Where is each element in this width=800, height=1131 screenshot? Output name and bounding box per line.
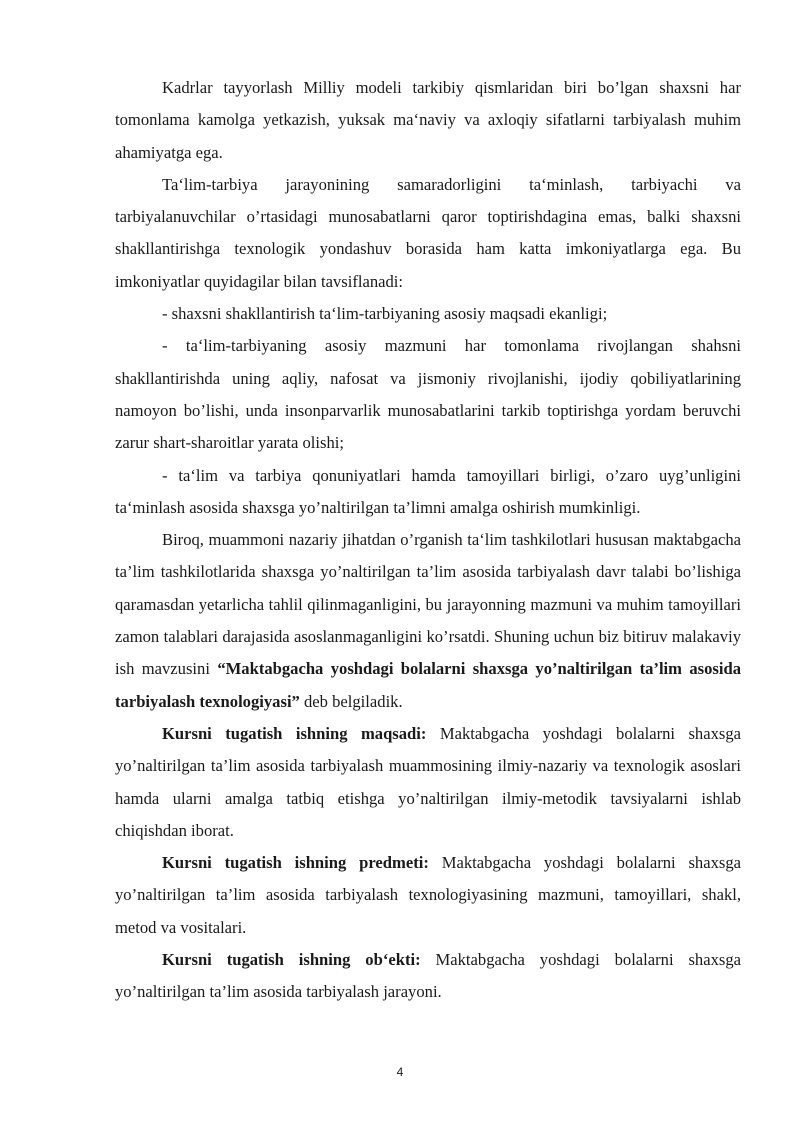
obekti-heading: Kursni tugatish ishning obʻekti:: [162, 950, 421, 970]
list-item-qonuniyatlar: - taʻlim va tarbiya qonuniyatlari hamda tamoyillari birligi, o’zaro uyg’unligini taʻminlash asosida shaxsga yo’naltirilgan ta’limni amalga oshirish mumkinligi.: [115, 465, 741, 517]
maqsadi-heading: Kursni tugatish ishning maqsadi:: [162, 723, 427, 743]
predmeti-text: Maktabgacha yoshdagi bolalarni shaxsga yo’naltirilgan ta’lim asosida tarbiyalash texnologiyasining mazmuni, tamoyillari, shakl, metod va vositalari.: [115, 853, 742, 937]
list-item-asosiy-mazmuni: - taʻlim-tarbiyaning asosiy mazmuni har tomonlama rivojlangan shahsni shakllantirishda uning aqliy, nafosat va jismoniy rivojlanishi, ijodiy qobiliyatlarining namoyon bo’lishi, unda insonparvarlik munosabatlarini tarkib toptirishga yordam beruvchi zarur shart-sharoitlar yarata olishi;: [115, 336, 741, 453]
paragraph-maqsadi: [115, 718, 741, 847]
predmeti-heading: Kursni tugatish ishning predmeti:: [162, 853, 429, 873]
list-item-shaxsni-shakllantirish: - shaxsni shakllantirish taʻlim-tarbiyaning asosiy maqsadi ekanligi;: [162, 304, 608, 324]
obekti-text: Maktabgacha yoshdagi bolalarni shaxsga yo’naltirilgan ta’lim asosida tarbiyalash jarayoni.: [115, 950, 742, 1002]
paragraph-biroq-lead: Biroq, muammoni nazariy jihatdan o’rganish taʻlim tashkilotlari hususan maktabgacha ta’lim tashkilotlarida shaxsga yo’naltirilgan ta’lim asosida tarbiyalash davr talabi bo’lishiga qaramasdan yetarlicha tahlil qilinmaganligini, bu jarayonning mazmuni va muhim tamoyillari zamon talablari darajasida asoslanmaganligini ko’rsatdi. Shuning uchun biz bitiruv malakaviy ish mavzusini: [115, 530, 741, 679]
paragraph-predmeti: [115, 847, 741, 944]
paragraph-obekti: [115, 944, 741, 1009]
document-body: [115, 72, 741, 1009]
paragraph-biroq-tail: deb belgiladik.: [299, 691, 403, 711]
maqsadi-text: Maktabgacha yoshdagi bolalarni shaxsga yo’naltirilgan ta’lim asosida tarbiyalash muammosining ilmiy-nazariy va texnologik asoslari hamda ularni amalga tatbiq etishga yo’naltirilgan ilmiy-metodik tavsiyalarni ishlab chiqishdan iborat.: [115, 723, 741, 840]
paragraph-kadrlar: Kadrlar tayyorlash Milliy modeli tarkibiy qismlaridan biri bo’lgan shaxsni har tomonlama kamolga yetkazish, yuksak maʻnaviy va axloqiy sifatlarni tarbiyalash muhim ahamiyatga ega.: [115, 78, 741, 162]
paragraph-talim-tarbiya: Taʻlim-tarbiya jarayonining samaradorligini taʻminlash, tarbiyachi va tarbiyalanuvchilar o’rtasidagi munosabatlarni qaror toptirishdagina emas, balki shaxsni shakllantirishga texnologik yondashuv borasida ham katta imkoniyatlarga ega. Bu imkoniyatlar quyidagilar bilan tavsiflanadi:: [115, 174, 741, 291]
page-number: 4: [396, 1065, 404, 1079]
thesis-topic-title: “Maktabgacha yoshdagi bolalarni shaxsga yo’naltirilgan ta’lim asosida tarbiyalash texnologiyasi”: [115, 659, 741, 711]
paragraph-biroq: [115, 524, 741, 718]
